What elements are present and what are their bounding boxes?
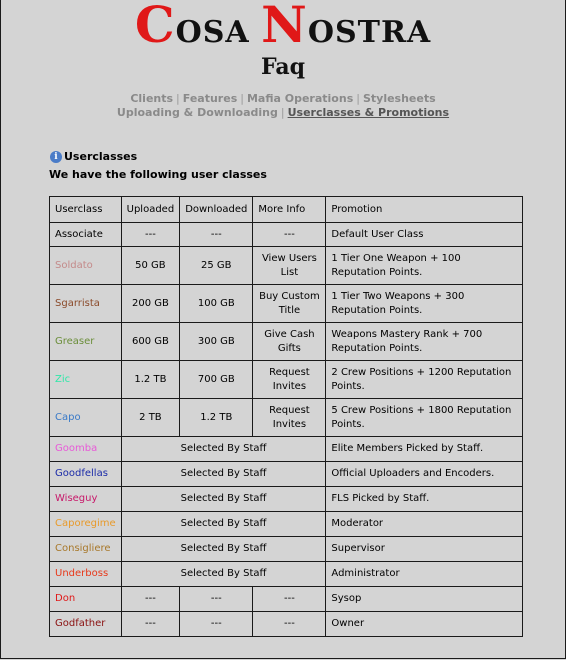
- userclass-name: Don: [50, 587, 122, 612]
- userclass-name: Caporegime: [50, 512, 122, 537]
- column-header: Promotion: [326, 197, 523, 223]
- section-heading: [50, 150, 137, 163]
- userclasses-table: [49, 196, 523, 637]
- column-header: Userclass: [50, 197, 122, 223]
- table-row: [50, 361, 523, 399]
- more-info: Buy Custom Title: [253, 285, 326, 323]
- downloaded-requirement: 1.2 TB: [180, 399, 253, 437]
- promotion: Administrator: [326, 562, 523, 587]
- promotion: Sysop: [326, 587, 523, 612]
- userclass-name: Goomba: [50, 437, 122, 462]
- selected-by-staff: Selected By Staff: [121, 487, 326, 512]
- userclass-name: Godfather: [50, 612, 122, 637]
- table-row: [50, 285, 523, 323]
- promotion: Official Uploaders and Encoders.: [326, 462, 523, 487]
- table-row: [50, 323, 523, 361]
- promotion: Moderator: [326, 512, 523, 537]
- downloaded-requirement: ---: [180, 223, 253, 247]
- userclass-name: Zic: [50, 361, 122, 399]
- table-row: [50, 487, 523, 512]
- selected-by-staff: Selected By Staff: [121, 462, 326, 487]
- downloaded-requirement: 700 GB: [180, 361, 253, 399]
- userclass-name: Greaser: [50, 323, 122, 361]
- uploaded-requirement: ---: [121, 612, 180, 637]
- table-header-row: [50, 197, 523, 223]
- more-info: View Users List: [253, 247, 326, 285]
- site-logo[interactable]: [0, 2, 566, 80]
- promotion: 2 Crew Positions + 1200 Reputation Points.: [326, 361, 523, 399]
- nav-link-mafia-operations[interactable]: Mafia Operations: [246, 92, 354, 105]
- uploaded-requirement: 50 GB: [121, 247, 180, 285]
- promotion: 1 Tier One Weapon + 100 Reputation Points.: [326, 247, 523, 285]
- userclass-name: Goodfellas: [50, 462, 122, 487]
- nav-link-stylesheets[interactable]: Stylesheets: [362, 92, 436, 105]
- nav-link-uploading-downloading[interactable]: Uploading & Downloading: [116, 106, 278, 119]
- more-info: Request Invites: [253, 361, 326, 399]
- uploaded-requirement: 600 GB: [121, 323, 180, 361]
- table-row: [50, 223, 523, 247]
- nav-separator: |: [280, 106, 285, 119]
- uploaded-requirement: 1.2 TB: [121, 361, 180, 399]
- nav-link-clients[interactable]: Clients: [130, 92, 174, 105]
- more-info: Give Cash Gifts: [253, 323, 326, 361]
- nav-separator: |: [356, 92, 360, 105]
- section-title: Userclasses: [64, 150, 138, 163]
- info-icon: i: [50, 151, 62, 163]
- userclass-name: Sgarrista: [50, 285, 122, 323]
- uploaded-requirement: ---: [121, 587, 180, 612]
- uploaded-requirement: 2 TB: [121, 399, 180, 437]
- more-info: ---: [253, 223, 326, 247]
- downloaded-requirement: 300 GB: [180, 323, 253, 361]
- faq-nav-row-2: [0, 106, 566, 119]
- uploaded-requirement: ---: [121, 223, 180, 247]
- nav-separator: |: [176, 92, 180, 105]
- table-row: [50, 399, 523, 437]
- userclass-name: Underboss: [50, 562, 122, 587]
- table-row: [50, 537, 523, 562]
- faq-nav-row-1: [0, 92, 566, 105]
- userclass-name: Soldato: [50, 247, 122, 285]
- userclass-name: Associate: [50, 223, 122, 247]
- table-row: [50, 562, 523, 587]
- table-row: [50, 612, 523, 637]
- table-row: [50, 437, 523, 462]
- promotion: Owner: [326, 612, 523, 637]
- downloaded-requirement: 25 GB: [180, 247, 253, 285]
- downloaded-requirement: 100 GB: [180, 285, 253, 323]
- column-header: Downloaded: [180, 197, 253, 223]
- nav-link-userclasses-promotions[interactable]: Userclasses & Promotions: [287, 106, 450, 119]
- logo-subtitle: Faq: [260, 54, 306, 80]
- column-header: Uploaded: [121, 197, 180, 223]
- selected-by-staff: Selected By Staff: [121, 562, 326, 587]
- table-row: [50, 512, 523, 537]
- more-info: ---: [253, 587, 326, 612]
- userclass-name: Wiseguy: [50, 487, 122, 512]
- promotion: Elite Members Picked by Staff.: [326, 437, 523, 462]
- selected-by-staff: Selected By Staff: [121, 437, 326, 462]
- uploaded-requirement: 200 GB: [121, 285, 180, 323]
- more-info: ---: [253, 612, 326, 637]
- nav-link-features[interactable]: Features: [182, 92, 238, 105]
- promotion: Default User Class: [326, 223, 523, 247]
- column-header: More Info: [253, 197, 326, 223]
- logo-title: COSA NOSTRA: [134, 0, 432, 54]
- userclass-name: Consigliere: [50, 537, 122, 562]
- promotion: 1 Tier Two Weapons + 300 Reputation Points.: [326, 285, 523, 323]
- section-subtitle: We have the following user classes: [49, 168, 267, 181]
- table-row: [50, 462, 523, 487]
- selected-by-staff: Selected By Staff: [121, 537, 326, 562]
- table-row: [50, 587, 523, 612]
- selected-by-staff: Selected By Staff: [121, 512, 326, 537]
- promotion: Supervisor: [326, 537, 523, 562]
- userclass-name: Capo: [50, 399, 122, 437]
- nav-separator: |: [240, 92, 244, 105]
- table-row: [50, 247, 523, 285]
- promotion: FLS Picked by Staff.: [326, 487, 523, 512]
- promotion: Weapons Mastery Rank + 700 Reputation Points.: [326, 323, 523, 361]
- downloaded-requirement: ---: [180, 612, 253, 637]
- promotion: 5 Crew Positions + 1800 Reputation Points.: [326, 399, 523, 437]
- downloaded-requirement: ---: [180, 587, 253, 612]
- more-info: Request Invites: [253, 399, 326, 437]
